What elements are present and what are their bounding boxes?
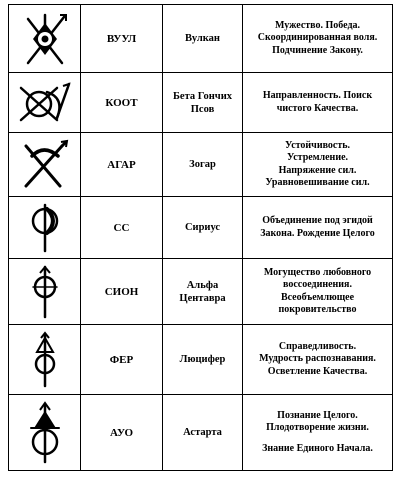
sigil-cell: [9, 259, 81, 325]
table-row: [9, 259, 393, 325]
star-cell: Астарта: [163, 395, 243, 471]
triangle-circle-sigil-icon: [25, 330, 65, 390]
code-cell: АУО: [81, 395, 163, 471]
sigil-cell: [9, 197, 81, 259]
table-row: [9, 5, 393, 73]
sigil-cell: [9, 395, 81, 471]
code-cell: ВУУЛ: [81, 5, 163, 73]
compass-diamond-sigil-icon: [20, 11, 70, 67]
description-cell: Объединение под эгидой Закона. Рождение Целого: [243, 197, 393, 259]
arrow-triangle-circle-sigil-icon: [23, 400, 67, 466]
description-cell: Направленность. Поиск чистого Качества.: [243, 73, 393, 133]
code-cell: СИОН: [81, 259, 163, 325]
description-cell: Мужество. Победа. Скоординированная воля. Подчинение Закону.: [243, 5, 393, 73]
sigil-cell: [9, 325, 81, 395]
table-row: [9, 395, 393, 471]
code-cell: КООТ: [81, 73, 163, 133]
circle-cross-sigil-icon: [25, 263, 65, 321]
crossed-circle-crescent-sigil-icon: [17, 80, 73, 126]
sigil-cell: [9, 133, 81, 197]
sigil-table: [8, 4, 393, 471]
star-cell: Вулкан: [163, 5, 243, 73]
star-cell: Люцифер: [163, 325, 243, 395]
description-cell: Могущество любовного воссоединения. Всеобъемлющее покровительство: [243, 259, 393, 325]
code-cell: ФЕР: [81, 325, 163, 395]
table-row: [9, 325, 393, 395]
code-cell: АГАР: [81, 133, 163, 197]
table-row: [9, 73, 393, 133]
star-cell: Альфа Центавра: [163, 259, 243, 325]
star-cell: Зогар: [163, 133, 243, 197]
sigil-cell: [9, 73, 81, 133]
description-cell: Устойчивость. Устремление. Напряжение сил. Уравновешивание сил.: [243, 133, 393, 197]
star-cell: Бета Гончих Псов: [163, 73, 243, 133]
table-row: [9, 197, 393, 259]
sigil-cell: [9, 5, 81, 73]
table-row: [9, 133, 393, 197]
star-cell: Сириус: [163, 197, 243, 259]
description-cell: Познание Целого. Плодотворение жизни. Знание Единого Начала.: [243, 395, 393, 471]
staff-crescent-sigil-icon: [25, 201, 65, 255]
x-crescent-sigil-icon: [18, 138, 72, 192]
code-cell: СС: [81, 197, 163, 259]
description-cell: Справедливость. Мудрость распознавания. Осветление Качества.: [243, 325, 393, 395]
